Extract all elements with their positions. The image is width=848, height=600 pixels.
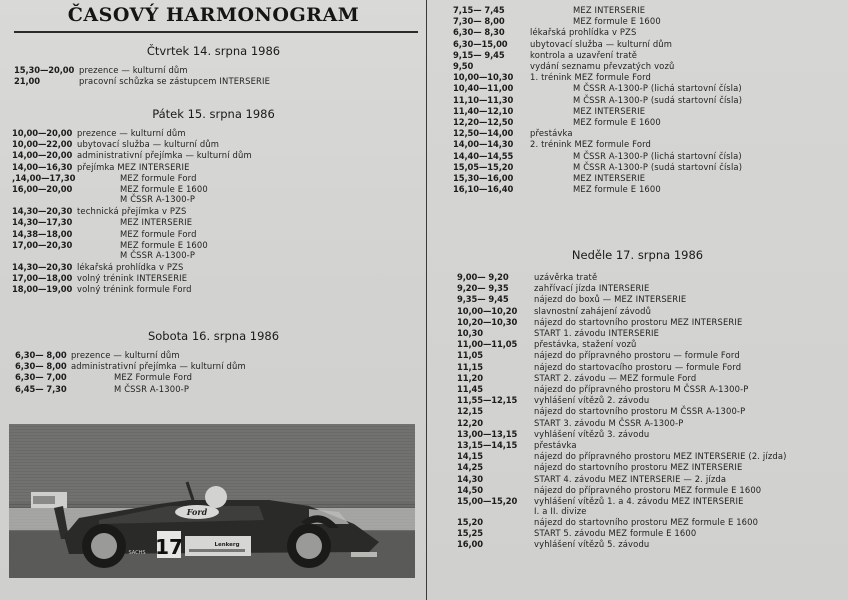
schedule-row [12, 195, 252, 204]
row-time: 6,30— 8,00 [15, 350, 67, 360]
front-wing-endplate [351, 552, 377, 557]
schedule-row [457, 294, 787, 305]
row-activity: lékařská prohlídka v PZS [530, 27, 637, 38]
row-time: 11,05 [457, 350, 483, 361]
schedule-row [453, 106, 742, 117]
row-activity: volný trénink formule Ford [77, 284, 192, 295]
row-activity: START 4. závodu MEZ INTERSERIE — 2. jízda [534, 473, 727, 484]
row-activity: přestávka [530, 128, 573, 139]
row-activity: nájezd do startovního prostoru M ČSSR A-1300-P [534, 406, 746, 417]
race-car-photo [9, 424, 415, 578]
row-activity: MEZ formule Ford [120, 228, 197, 239]
sponsor-text: Lenkerg [214, 542, 240, 548]
row-activity: prezence — kulturní dům [79, 65, 188, 75]
row-time: 11,40—12,10 [453, 105, 514, 116]
row-time: 14,30 [457, 473, 483, 484]
row-activity: MEZ formule E 1600 [120, 184, 208, 195]
row-time: 9,15— 9,45 [453, 49, 505, 60]
day-heading-friday: Pátek 15. srpna 1986 [152, 107, 275, 121]
rear-wheel-rim [91, 533, 117, 559]
row-activity: pracovní schůzka se zástupcem INTERSERIE [79, 76, 271, 87]
schedule-row [12, 284, 252, 295]
row-activity: MEZ formule E 1600 [120, 239, 208, 250]
schedule-row [453, 95, 742, 106]
row-time: 15,25 [457, 528, 483, 539]
schedule-row [457, 317, 787, 328]
schedule-row [453, 61, 742, 72]
schedule-row [457, 474, 787, 485]
row-activity: přestávka [534, 440, 577, 451]
schedule-row [12, 273, 252, 284]
row-activity: MEZ INTERSERIE [573, 5, 646, 15]
row-time: 14,40—14,55 [453, 150, 514, 161]
schedule-row [457, 373, 787, 384]
schedule-row [457, 517, 787, 528]
schedule-row [15, 361, 246, 372]
row-time: 12,50—14,00 [453, 128, 514, 139]
row-activity: nájezd do startovacího prostoru — formule Ford [534, 361, 742, 372]
schedule-row [453, 39, 742, 50]
row-time: 21,00 [14, 76, 40, 87]
schedule-row [453, 151, 742, 162]
schedule-row [12, 162, 252, 173]
row-activity: START 5. závodu MEZ formule E 1600 [534, 528, 697, 539]
row-activity: přejímka MEZ INTERSERIE [77, 161, 190, 172]
row-time: 15,30—16,00 [453, 173, 514, 184]
schedule-row [12, 217, 252, 228]
schedule-row [457, 462, 787, 473]
row-activity: volný trénink INTERSERIE [77, 273, 188, 284]
row-time: 10,40—11,00 [453, 83, 514, 94]
row-activity: nájezd do boxů — MEZ INTERSERIE [534, 294, 687, 305]
row-time: 16,00 [457, 539, 483, 550]
schedule-row [453, 5, 742, 16]
row-time [12, 251, 77, 260]
schedule-row [453, 27, 742, 38]
row-time: 13,00—13,15 [457, 428, 518, 439]
schedule-row [457, 485, 787, 496]
row-activity: MEZ formule E 1600 [573, 16, 661, 27]
row-time: 15,00—15,20 [457, 496, 518, 507]
row-activity: 1. trénink MEZ formule Ford [530, 72, 651, 83]
schedule-row [14, 65, 270, 76]
schedule-row [457, 406, 787, 417]
driver-helmet [205, 486, 227, 508]
row-activity: START 3. závodu M ČSSR A-1300-P [534, 417, 684, 428]
row-time: 6,30— 8,00 [15, 361, 67, 372]
day-heading-thursday: Čtvrtek 14. srpna 1986 [146, 44, 281, 58]
row-time: 14,00—20,00 [12, 150, 73, 161]
rear-wing-sponsor [33, 496, 55, 504]
schedule-row [457, 328, 787, 339]
schedule-row [15, 384, 246, 395]
row-activity: administrativní přejímka — kulturní dům [71, 361, 246, 372]
row-time: 9,00— 9,20 [457, 272, 509, 282]
schedule-row [457, 451, 787, 462]
row-time: 14,25 [457, 462, 483, 473]
row-time: 15,05—15,20 [453, 161, 514, 172]
row-activity: slavnostní zahájení závodů [534, 305, 652, 316]
row-time: 6,30— 8,30 [453, 27, 505, 38]
race-car-illustration [9, 424, 415, 578]
schedule-row [457, 539, 787, 550]
row-time: 18,00—19,00 [12, 284, 73, 295]
schedule-saturday [15, 350, 246, 395]
row-activity: prezence — kulturní dům [71, 350, 180, 360]
row-time: 14,30—20,30 [12, 262, 73, 273]
row-time: 6,30—15,00 [453, 38, 508, 49]
row-time: 7,30— 8,00 [453, 16, 505, 27]
schedule-row [12, 262, 252, 273]
schedule-row [12, 139, 252, 150]
row-activity: nájezd do startovního prostoru MEZ INTERSERIE [534, 316, 743, 327]
title-underline [14, 31, 418, 33]
row-activity: START 1. závodu INTERSERIE [534, 328, 660, 339]
schedule-row [453, 162, 742, 173]
row-time: 14,15 [457, 451, 483, 462]
schedule-row [453, 50, 742, 61]
row-activity: M ČSSR A-1300-P [120, 194, 196, 205]
row-time: 14,00—14,30 [453, 139, 514, 150]
schedule-row [12, 229, 252, 240]
row-time: 16,10—16,40 [453, 184, 514, 195]
row-activity: MEZ formule Ford [120, 172, 197, 183]
row-time: 14,38—18,00 [12, 228, 73, 239]
row-time: 12,15 [457, 406, 483, 417]
day-heading-saturday: Sobota 16. srpna 1986 [147, 329, 280, 343]
schedule-thursday [14, 65, 270, 87]
row-time: 10,00—10,30 [453, 72, 514, 83]
row-activity: kontrola a uzavření tratě [530, 49, 638, 60]
row-time [12, 195, 77, 204]
schedule-row [457, 507, 787, 517]
row-time: 15,30—20,00 [14, 65, 75, 75]
row-time: 14,00—16,30 [12, 161, 73, 172]
row-time: 16,00—20,00 [12, 184, 73, 195]
row-time: 12,20 [457, 417, 483, 428]
row-time: 11,20 [457, 372, 483, 383]
schedule-row [457, 429, 787, 440]
schedule-row [457, 395, 787, 406]
row-time: 17,00—18,00 [12, 273, 73, 284]
row-time: 6,45— 7,30 [15, 383, 67, 394]
row-activity: nájezd do přípravného prostoru — formule Ford [534, 350, 740, 361]
row-time: 11,15 [457, 361, 483, 372]
row-activity: M ČSSR A-1300-P [114, 383, 190, 394]
row-time: 6,30— 7,00 [15, 372, 67, 383]
schedule-row [457, 418, 787, 429]
row-activity: vyhlášení vítězů 5. závodu [534, 539, 650, 550]
row-time: 10,20—10,30 [457, 316, 518, 327]
row-activity: nájezd do přípravného prostoru MEZ INTERSERIE (2. jízda) [534, 451, 787, 462]
row-activity: nájezd do startovního prostoru MEZ formule E 1600 [534, 517, 759, 528]
row-activity: MEZ INTERSERIE [573, 105, 646, 116]
schedule-row [457, 384, 787, 395]
row-activity: M ČSSR A-1300-P [120, 250, 196, 261]
row-activity: ubytovací služba — kulturní dům [77, 139, 220, 150]
schedule-row [453, 72, 742, 83]
row-activity: M ČSSR A-1300-P (sudá startovní čísla) [573, 161, 743, 172]
row-time: 10,00—10,20 [457, 305, 518, 316]
ford-badge-text: Ford [186, 507, 208, 517]
row-activity: administrativní přejímka — kulturní dům [77, 150, 252, 161]
row-activity: MEZ Formule Ford [114, 372, 193, 383]
row-activity: START 2. závodu — MEZ formule Ford [534, 372, 697, 383]
schedule-row [457, 283, 787, 294]
row-time: 11,10—11,30 [453, 94, 514, 105]
row-activity: přestávka, stažení vozů [534, 339, 637, 350]
row-activity: vydání seznamu převzatých vozů [530, 61, 675, 72]
row-activity: MEZ formule E 1600 [573, 184, 661, 195]
row-time: 15,20 [457, 517, 483, 528]
row-activity: MEZ formule E 1600 [573, 117, 661, 128]
schedule-row [457, 339, 787, 350]
schedule-row [453, 16, 742, 27]
sponsor-line [189, 549, 245, 552]
row-time: 13,15—14,15 [457, 440, 518, 451]
row-activity: nájezd do přípravného prostoru MEZ formule E 1600 [534, 484, 762, 495]
schedule-row [12, 150, 252, 161]
schedule-row [15, 350, 246, 361]
row-activity: vyhlášení vítězů 2. závodu [534, 395, 650, 406]
schedule-row [457, 440, 787, 451]
row-time: 7,15— 7,45 [453, 5, 505, 15]
front-wheel-rim [296, 533, 322, 559]
row-activity: uzávěrka tratě [534, 272, 598, 282]
row-time: 9,50 [453, 61, 474, 72]
schedule-row [15, 372, 246, 383]
row-activity: M ČSSR A-1300-P (lichá startovní čísla) [573, 83, 742, 94]
page-title: ČASOVÝ HARMONOGRAM [67, 4, 360, 26]
row-time: 14,50 [457, 484, 483, 495]
row-activity: M ČSSR A-1300-P (lichá startovní čísla) [573, 150, 742, 161]
row-activity: zahřívací jízda INTERSERIE [534, 283, 650, 294]
schedule-row [457, 362, 787, 373]
schedule-row [453, 83, 742, 94]
row-time: ,14,00—17,30 [12, 172, 76, 183]
row-time [457, 507, 534, 517]
schedule-row [453, 173, 742, 184]
schedule-row [457, 350, 787, 361]
row-activity: technická přejímka v PZS [77, 206, 187, 217]
schedule-row [14, 76, 270, 87]
row-time: 11,45 [457, 384, 483, 395]
schedule-row [12, 206, 252, 217]
row-time: 14,30—17,30 [12, 217, 73, 228]
right-page [427, 0, 848, 600]
row-time: 9,35— 9,45 [457, 294, 509, 305]
schedule-row [457, 272, 787, 283]
schedule-row [12, 173, 252, 184]
row-time: 12,20—12,50 [453, 117, 514, 128]
row-activity: vyhlášení vítězů 3. závodu [534, 428, 650, 439]
row-time: 10,30 [457, 328, 483, 339]
schedule-row [453, 139, 742, 150]
row-activity: prezence — kulturní dům [77, 128, 186, 138]
schedule-row [453, 117, 742, 128]
row-activity: MEZ INTERSERIE [120, 217, 193, 228]
row-activity: vyhlášení vítězů 1. a 4. závodu MEZ INTERSERIE [534, 496, 744, 507]
car-number: 17 [155, 535, 183, 559]
row-activity: M ČSSR A-1300-P (sudá startovní čísla) [573, 94, 743, 105]
schedule-row [12, 128, 252, 139]
row-time: 11,00—11,05 [457, 339, 518, 350]
day-heading-sunday: Neděle 17. srpna 1986 [571, 248, 704, 262]
row-activity: 2. trénink MEZ formule Ford [530, 139, 651, 150]
schedule-row [453, 184, 742, 195]
row-time: 9,20— 9,35 [457, 283, 509, 294]
row-activity: I. a II. divize [534, 505, 587, 516]
row-time: 10,00—22,00 [12, 139, 73, 150]
schedule-row [453, 128, 742, 139]
schedule-sunday [457, 272, 787, 551]
schedule-row [457, 497, 787, 507]
sachs-decal: SACHS [128, 550, 146, 556]
row-activity: MEZ INTERSERIE [573, 173, 646, 184]
row-activity: ubytovací služba — kulturní dům [530, 38, 673, 49]
row-time: 11,55—12,15 [457, 395, 518, 406]
schedule-row [457, 306, 787, 317]
row-activity: nájezd do přípravného prostoru M ČSSR A-1300-P [534, 384, 749, 395]
row-time: 10,00—20,00 [12, 128, 73, 138]
schedule-saturday-continued [453, 5, 742, 195]
schedule-row [457, 528, 787, 539]
schedule-row [12, 251, 252, 260]
schedule-friday [12, 128, 252, 296]
row-time: 17,00—20,30 [12, 239, 73, 250]
row-activity: lékařská prohlídka v PZS [77, 262, 184, 273]
row-time: 14,30—20,30 [12, 206, 73, 217]
row-activity: nájezd do startovního prostoru MEZ INTERSERIE [534, 462, 743, 473]
